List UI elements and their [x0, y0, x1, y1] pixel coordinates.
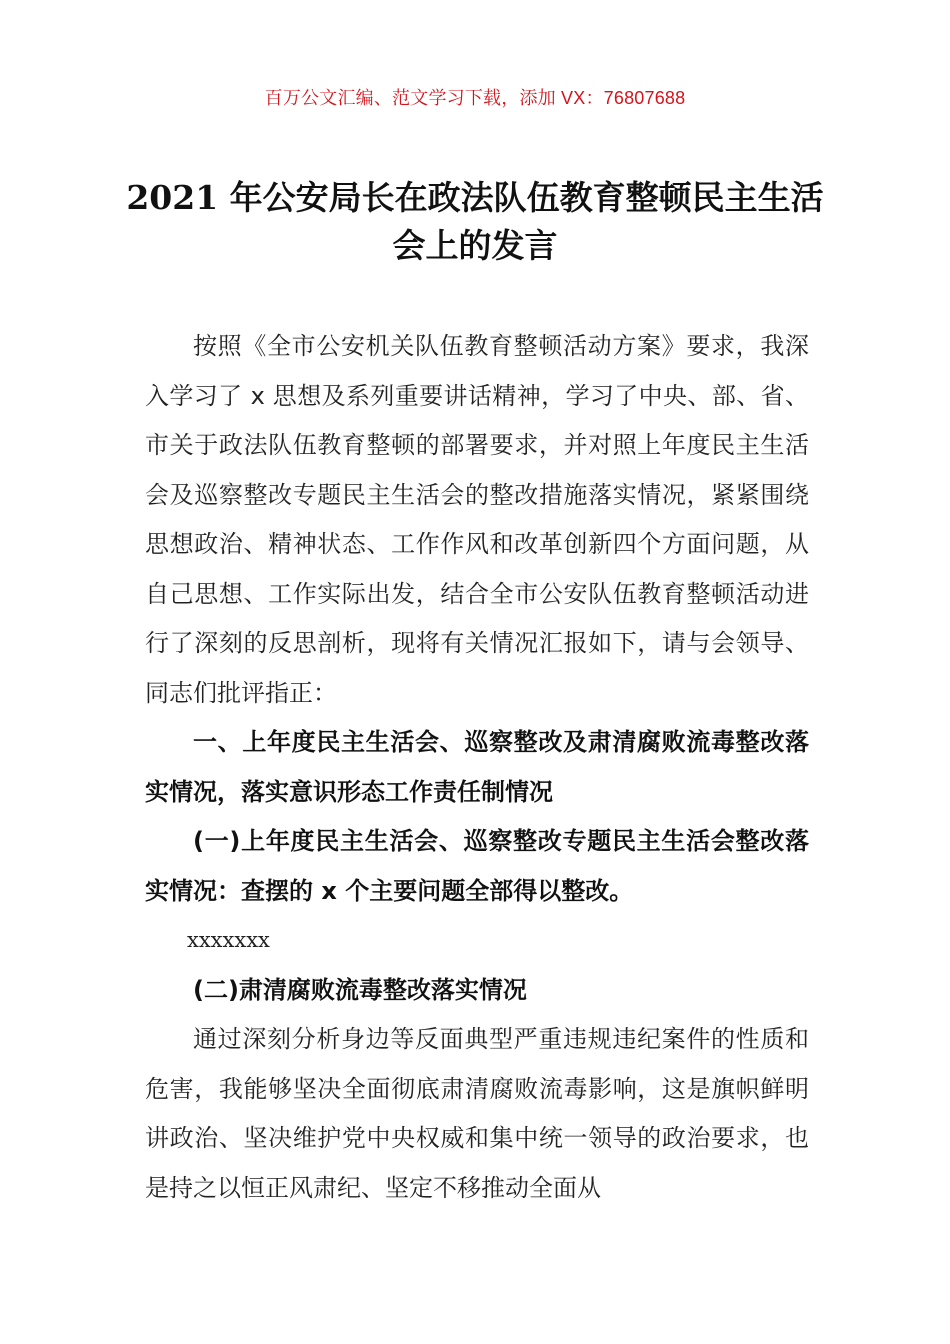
subsection-heading: (二)肃清腐败流毒整改落实情况	[193, 975, 527, 1004]
section-heading: 一、上年度民主生活会、巡察整改及肃清腐败流毒整改落实情况，落实意识形态工作责任制情况	[145, 728, 809, 806]
body-paragraph: 通过深刻分析身边等反面典型严重违规违纪案件的性质和危害，我能够坚决全面彻底肃清腐败流毒影响，这是旗帜鲜明讲政治、坚决维护党中央权威和集中统一领导的政治要求，也是持之以恒正风肃纪、坚定不移推动全面从	[145, 1025, 809, 1202]
document-title: 2021 年公安局长在政法队伍教育整顿民主生活会上的发言	[126, 178, 824, 265]
body-paragraph: 按照《全市公安机关队伍教育整顿活动方案》要求，我深入学习了 x 思想及系列重要讲话精神，学习了中央、部、省、市关于政法队伍教育整顿的部署要求，并对照上年度民主生活会及巡察整改专题民主生活会的整改措施落实情况，紧紧围绕思想政治、精神状态、工作作风和改革创新四个方面问题，从自己思想、工作实际出发，结合全市公安队伍教育整顿活动进行了深刻的反思剖析，现将有关情况汇报如下，请与会领导、同志们批评指正：	[145, 332, 809, 707]
document-body	[145, 322, 809, 1213]
subsection-heading: (一)上年度民主生活会、巡察整改专题民主生活会整改落实情况：查摆的 x 个主要问题全部得以整改。	[145, 827, 809, 905]
header-promo-note: 百万公文汇编、范文学习下载，添加 VX：76807688	[264, 88, 686, 108]
placeholder-text: xxxxxxx	[187, 928, 270, 952]
